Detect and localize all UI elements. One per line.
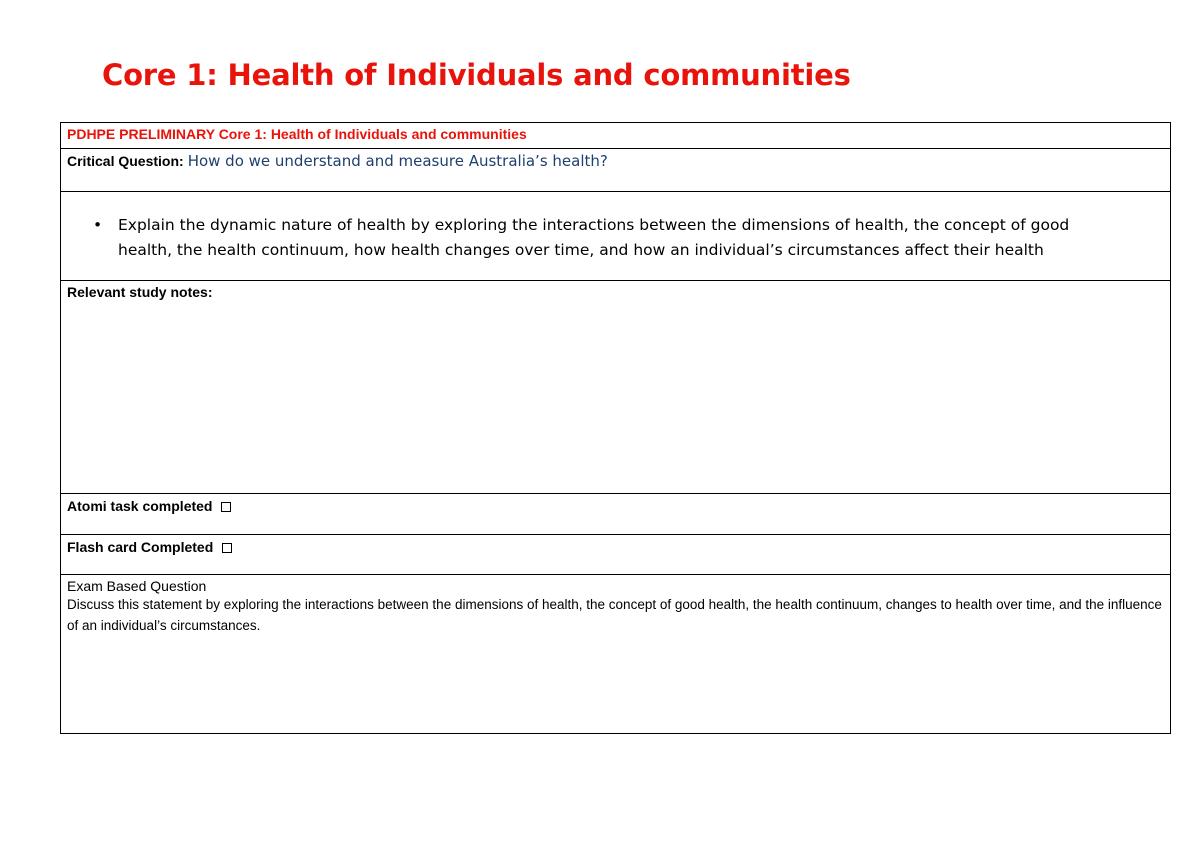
atomi-task-label: Atomi task completed xyxy=(67,498,213,514)
exam-question-row xyxy=(61,575,1170,733)
critical-question-text: How do we understand and measure Australia’s health? xyxy=(187,152,608,170)
critical-question-label: Critical Question: xyxy=(67,153,184,169)
outcome-row xyxy=(61,192,1170,281)
atomi-task-row xyxy=(61,494,1170,535)
study-notes-label: Relevant study notes: xyxy=(67,284,213,300)
flash-card-checkbox[interactable] xyxy=(222,543,232,553)
atomi-task-checkbox[interactable] xyxy=(221,502,231,512)
study-notes-row[interactable] xyxy=(61,281,1170,494)
table-header-row xyxy=(61,123,1170,149)
outcome-item xyxy=(67,195,1164,263)
flash-card-label: Flash card Completed xyxy=(67,539,214,555)
critical-question-row xyxy=(61,149,1170,192)
exam-question-text: Discuss this statement by exploring the interactions between the dimensions of health, the concept of good health, the health continuum, changes to health over time, and the influence of an individual’s circumstances. xyxy=(67,597,1162,633)
outcome-list xyxy=(67,195,1164,263)
table-header-text: PDHPE PRELIMINARY Core 1: Health of Individuals and communities xyxy=(67,126,527,142)
flash-card-row xyxy=(61,535,1170,575)
bullet-icon: • xyxy=(93,216,103,234)
worksheet-table xyxy=(60,122,1171,734)
outcome-text: Explain the dynamic nature of health by exploring the interactions between the dimensions of health, the concept of good health, the health continuum, how health changes over time, and how an individual’s circumstances affect their health xyxy=(118,216,1070,259)
page-title: Core 1: Health of Individuals and communities xyxy=(102,58,851,92)
exam-question-label: Exam Based Question xyxy=(67,578,207,594)
